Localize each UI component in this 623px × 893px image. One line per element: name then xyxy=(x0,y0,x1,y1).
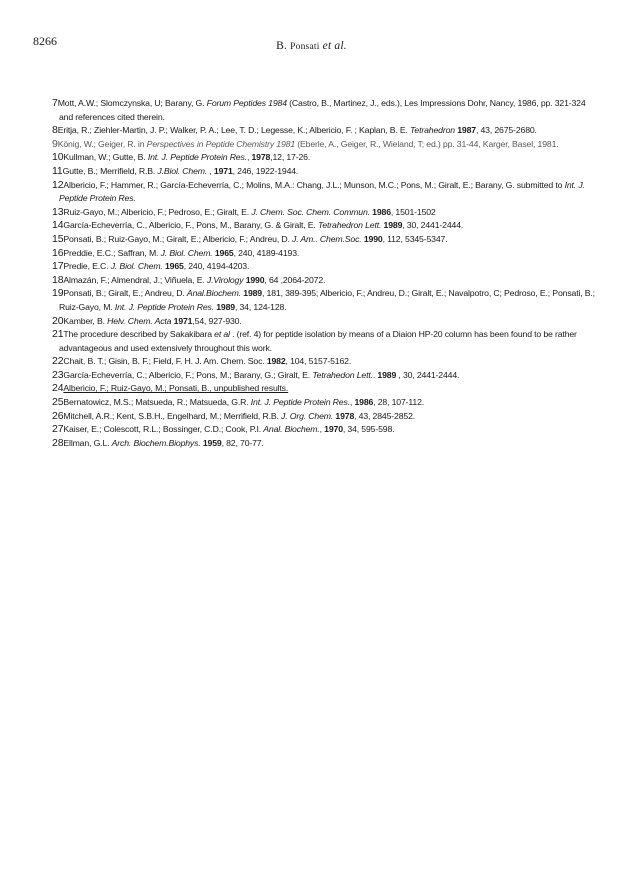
reference-text: , 181, 389-395; Albericio, F.; Andreu, D.; Giralt, E.; Navalpotro, C; Pedroso, E.; Ponsati, B.; Ruiz-Gayo, M. xyxy=(59,288,595,312)
reference-text: Helv. Chem. Acta xyxy=(107,315,172,326)
reference-number: 27 xyxy=(52,423,64,436)
reference-item xyxy=(52,287,600,314)
reference-text: Albericio, F.; Ruiz-Gayo, M.; Ponsati, B., unpublished results. xyxy=(63,383,289,394)
reference-item xyxy=(52,151,600,165)
reference-item xyxy=(52,423,600,437)
reference-item xyxy=(52,233,600,247)
reference-number: 20 xyxy=(52,314,64,327)
reference-text: , 34, 124-128. xyxy=(234,301,287,312)
reference-number: 28 xyxy=(52,436,64,449)
reference-text: , 43, 2845-2852. xyxy=(354,410,416,421)
reference-number: 9 xyxy=(52,137,58,150)
reference-item xyxy=(52,315,600,329)
reference-text: , xyxy=(319,424,325,435)
reference-number: 18 xyxy=(52,273,64,286)
reference-text: 1982 xyxy=(266,356,286,367)
reference-item xyxy=(52,138,600,152)
reference-text: 1978 xyxy=(335,410,355,421)
reference-number: 10 xyxy=(52,151,64,164)
reference-text: , 82, 70-77. xyxy=(221,437,264,448)
reference-number: 22 xyxy=(52,355,64,368)
reference-text: 1989 xyxy=(383,220,403,231)
reference-text: Int. J. Peptide Protein Res. xyxy=(147,152,247,163)
reference-text: Tetrahedron Lett. xyxy=(317,220,382,231)
reference-number: 19 xyxy=(52,287,64,300)
page-number: 8266 xyxy=(33,34,57,48)
reference-number: 12 xyxy=(52,178,64,191)
reference-text: J. Am.. Chem.Soc. xyxy=(292,233,362,244)
reference-text: Gutte, B.; Merrifield, R.B. xyxy=(62,165,158,176)
reference-text: 1990 xyxy=(245,274,265,285)
reference-number: 21 xyxy=(52,328,64,341)
reference-text: 1986 xyxy=(354,397,374,408)
reference-text: Kaiser, E.; Colescott, R.L.; Bossinger, C.D.; Cook, P.I. xyxy=(63,424,264,435)
reference-item xyxy=(52,355,600,369)
reference-text: 1965 xyxy=(164,261,184,272)
reference-text: J. Chem. Soc. Chem. Commun. xyxy=(251,206,370,217)
reference-text: König, W.; Geiger, R. in xyxy=(57,138,147,149)
reference-text: , 240, 4194-4203. xyxy=(183,261,250,272)
reference-item xyxy=(52,165,600,179)
reference-item xyxy=(52,396,600,410)
reference-text: The procedure described by Sakakibara xyxy=(63,329,215,340)
reference-text: ,54, 927-930. xyxy=(192,315,242,326)
reference-text: 1971 xyxy=(213,165,233,176)
reference-text: 1989 xyxy=(216,301,235,312)
reference-text: Ponsati, B.; Ruiz-Gayo, M.; Giralt, E.; Albericio, F.; Andreu, D. xyxy=(63,233,293,244)
reference-text: Almazán, F.; Almendral, J.; Viñuela, E. xyxy=(63,274,207,285)
reference-text: García-Echeverría, C.; Albericio, F.; Pons, M.; Barany, G.; Giralt, E. xyxy=(63,369,313,380)
reference-text: , 64 ,2064-2072. xyxy=(264,274,326,285)
reference-text: Kamber, B. xyxy=(63,315,108,326)
author-initial: B. xyxy=(276,40,288,52)
reference-text: Predie, E.C. xyxy=(63,261,111,272)
reference-text: J. Org. Chem. xyxy=(281,410,334,421)
reference-text: Ponsati, B.; Giralt, E.; Andreu, D. xyxy=(63,288,187,299)
reference-text: Forum Peptides 1984 xyxy=(206,98,287,108)
reference-text: Anal. Biochem. xyxy=(263,424,320,435)
et-al: et al. xyxy=(322,40,347,52)
reference-text: J. Biol. Chem. xyxy=(160,247,213,258)
reference-text: , 112, 5345-5347. xyxy=(382,233,448,244)
reference-text: , 240, 4189-4193. xyxy=(233,247,300,258)
reference-text: , xyxy=(349,397,355,408)
reference-item xyxy=(52,369,600,383)
reference-item xyxy=(52,247,600,261)
reference-item xyxy=(52,328,600,355)
reference-text: Eritja, R.; Ziehler-Martin, J. P.; Walker, P. A.; Lee, T. D.; Legesse, K.; Albericio, F. ; Kaplan, B. E. xyxy=(57,125,411,136)
reference-number: 24 xyxy=(52,382,64,395)
author-surname: Ponsati xyxy=(290,42,320,52)
reference-text: J. Biol. Chem. xyxy=(110,261,163,272)
reference-text: 1987 xyxy=(457,125,476,136)
running-head xyxy=(0,40,623,52)
reference-text: , 34, 595-598. xyxy=(342,424,395,435)
reference-list xyxy=(52,97,600,450)
reference-text: , 30, 2441-2444. xyxy=(402,220,464,231)
reference-number: 14 xyxy=(52,219,64,232)
reference-text: Perspectives in Peptide Chemistry 1981 xyxy=(146,138,296,149)
reference-item xyxy=(52,382,600,396)
reference-text: , xyxy=(207,165,214,176)
reference-number: 16 xyxy=(52,246,64,259)
reference-item xyxy=(52,410,600,424)
reference-item xyxy=(52,260,600,274)
reference-text: Ellman, G.L. xyxy=(63,437,112,448)
reference-text: J.Biol. Chem. xyxy=(157,165,208,176)
reference-item xyxy=(52,124,600,138)
reference-item xyxy=(52,437,600,451)
reference-text: . xyxy=(372,369,378,380)
reference-text: García-Echeverría, C., Albericio, F., Pons, M., Barany, G. & Giralt, E. xyxy=(63,220,318,231)
reference-text: ,12, 17-26. xyxy=(270,152,311,163)
reference-text: , 246, 1922-1944. xyxy=(232,165,299,176)
reference-text: Chait, B. T.; Gisin, B. F.; Field, F. H. J. Am. Chem. Soc. xyxy=(63,356,267,367)
reference-item xyxy=(52,97,600,124)
reference-item xyxy=(52,219,600,233)
reference-text: Kullman, W.; Gutte, B. xyxy=(63,152,148,163)
reference-number: 13 xyxy=(52,205,64,218)
reference-text: (Eberle, A., Geiger, R., Wieland, T; ed.) pp. 31-44, Karger, Basel, 1981. xyxy=(295,138,559,149)
reference-text: Preddie, E.C.; Saffran, M. xyxy=(63,247,161,258)
reference-item xyxy=(52,179,600,206)
reference-text: Anal.Biochem. xyxy=(186,288,241,299)
reference-number: 11 xyxy=(52,164,63,177)
reference-text: Albericio, F.; Hammer, R.; García-Echeverría, C.; Molins, M.A.: Chang, J.L.; Munson, M.C.; Pons, M.; Giralt, E.; Barany, G. submitted to xyxy=(63,179,565,190)
reference-text: Ruiz-Gayo, M.; Albericio, F.; Pedroso, E.; Giralt, E. xyxy=(63,206,252,217)
reference-text: , 30, 2441-2444. xyxy=(396,369,460,380)
reference-text: , 1501-1502 xyxy=(390,206,436,217)
reference-text: . (ref. 4) for peptide isolation by means of a Diaion HP-20 column has been found to be rather advantageous and used extensively throughout this work. xyxy=(59,329,577,353)
reference-text: Int. J. Peptide Protein Res. xyxy=(59,179,585,204)
reference-text: Tetrahedron xyxy=(410,125,455,136)
reference-text: J.Virology xyxy=(206,274,244,285)
reference-text: 1970 xyxy=(324,424,343,435)
reference-number: 26 xyxy=(52,409,64,422)
reference-text: , 43, 2675-2680. xyxy=(475,125,537,136)
reference-text: , xyxy=(246,152,252,163)
reference-text: Int. J. Peptide Protein Res. xyxy=(114,301,214,312)
reference-text: Int. J. Peptide Protein Res. xyxy=(250,397,350,408)
reference-text: Bernatowicz, M.S.; Matsueda, R.; Matsueda, G.R. xyxy=(63,397,251,408)
reference-number: 25 xyxy=(52,396,64,409)
reference-number: 23 xyxy=(52,368,64,381)
reference-text: Tetrahedon Lett. xyxy=(312,369,373,380)
reference-text: Mitchell, A.R.; Kent, S.B.H., Engelhard, M.; Merrifield, R.B. xyxy=(63,410,282,421)
reference-number: 15 xyxy=(52,232,64,245)
reference-text: 1986 xyxy=(372,206,391,217)
reference-item xyxy=(52,274,600,288)
reference-number: 17 xyxy=(52,260,64,273)
reference-text: (Castro, B., Martinez, J., eds.), Les Impressions Dohr, Nancy, 1986, pp. 321-324 and references cited therein. xyxy=(59,98,586,122)
reference-text: 1965 xyxy=(214,247,234,258)
reference-text: 1990 xyxy=(363,233,383,244)
reference-text: 1989 xyxy=(377,369,397,380)
reference-item xyxy=(52,206,600,220)
reference-text: Arch. Biochem.Biophys. xyxy=(111,437,201,448)
reference-text: 1971 xyxy=(173,315,193,326)
reference-text: 1959 xyxy=(202,437,222,448)
reference-text: Mott, A.W.; Slomczynska, U; Barany, G. xyxy=(57,98,207,108)
reference-text: , 104, 5157-5162. xyxy=(285,356,352,367)
reference-number: 7 xyxy=(52,97,58,109)
reference-number: 8 xyxy=(52,124,58,137)
reference-text: 1989 xyxy=(243,288,262,299)
reference-text: et al xyxy=(214,329,230,340)
reference-text: , 28, 107-112. xyxy=(373,397,425,408)
reference-text: 1978 xyxy=(251,152,271,163)
